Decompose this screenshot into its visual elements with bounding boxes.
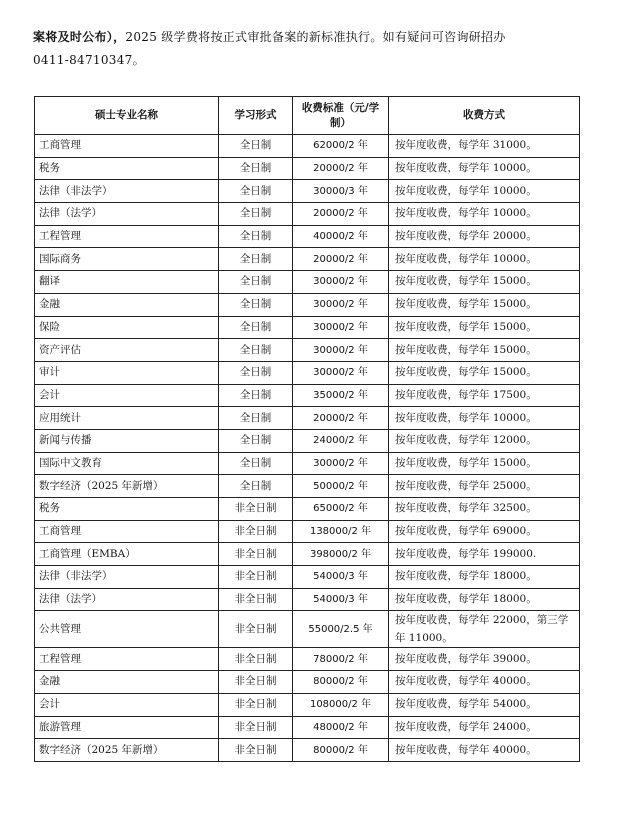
fee-standard-cell: 35000/2 年: [293, 384, 389, 407]
table-row: [35, 739, 580, 762]
payment-method-cell: 按年度收费，每学年 199000.: [389, 543, 580, 566]
program-name-cell: 工商管理（EMBA）: [35, 543, 219, 566]
study-mode-cell: 全日制: [219, 293, 293, 316]
payment-method-cell: 按年度收费，每学年 24000。: [389, 716, 580, 739]
payment-method-cell: 按年度收费，每学年 15000。: [389, 271, 580, 294]
program-name-cell: 工程管理: [35, 648, 219, 671]
payment-method-cell: 按年度收费，每学年 69000。: [389, 520, 580, 543]
payment-method-cell: 按年度收费，每学年 54000。: [389, 693, 580, 716]
table-row: [35, 566, 580, 589]
fee-standard-cell: 24000/2 年: [293, 429, 389, 452]
payment-method-cell: 按年度收费，每学年 15000。: [389, 293, 580, 316]
fee-standard-cell: 80000/2 年: [293, 739, 389, 762]
table-header-row: [35, 97, 580, 135]
study-mode-cell: 非全日制: [219, 648, 293, 671]
program-name-cell: 金融: [35, 293, 219, 316]
table-row: [35, 475, 580, 498]
program-name-cell: 法律（非法学）: [35, 566, 219, 589]
payment-method-cell: 按年度收费，每学年 12000。: [389, 429, 580, 452]
intro-line-1: [33, 26, 613, 49]
fee-standard-cell: 48000/2 年: [293, 716, 389, 739]
payment-method-cell: 按年度收费，每学年 25000。: [389, 475, 580, 498]
fee-standard-cell: 54000/3 年: [293, 588, 389, 611]
fee-standard-cell: 30000/2 年: [293, 361, 389, 384]
table-row: [35, 384, 580, 407]
fee-standard-cell: 50000/2 年: [293, 475, 389, 498]
program-name-cell: 税务: [35, 498, 219, 521]
study-mode-cell: 全日制: [219, 475, 293, 498]
study-mode-cell: 非全日制: [219, 716, 293, 739]
program-name-cell: 审计: [35, 361, 219, 384]
payment-method-cell: 按年度收费，每学年 31000。: [389, 135, 580, 158]
study-mode-cell: 全日制: [219, 339, 293, 362]
fee-standard-cell: 20000/2 年: [293, 248, 389, 271]
program-name-cell: 保险: [35, 316, 219, 339]
header-program-name: 硕士专业名称: [35, 97, 219, 135]
study-mode-cell: 非全日制: [219, 671, 293, 694]
intro-bold-fragment: 案将及时公布），: [33, 30, 126, 44]
study-mode-cell: 全日制: [219, 248, 293, 271]
header-fee-standard: 收费标准（元/学制）: [293, 97, 389, 135]
study-mode-cell: 非全日制: [219, 498, 293, 521]
fee-standard-cell: 398000/2 年: [293, 543, 389, 566]
payment-method-cell: 按年度收费，每学年 39000。: [389, 648, 580, 671]
program-name-cell: 法律（非法学）: [35, 180, 219, 203]
program-name-cell: 工程管理: [35, 225, 219, 248]
table-row: [35, 361, 580, 384]
program-name-cell: 金融: [35, 671, 219, 694]
header-study-mode: 学习形式: [219, 97, 293, 135]
payment-method-cell: 按年度收费，每学年 32500。: [389, 498, 580, 521]
program-name-cell: 旅游管理: [35, 716, 219, 739]
study-mode-cell: 全日制: [219, 429, 293, 452]
study-mode-cell: 全日制: [219, 157, 293, 180]
intro-line-1-text: 2025 级学费将按正式审批备案的新标准执行。如有疑问可咨询研招办: [125, 30, 506, 44]
payment-method-cell: 按年度收费，每学年 10000。: [389, 157, 580, 180]
payment-method-cell: 按年度收费，每学年 18000。: [389, 566, 580, 589]
tuition-fee-table: [34, 96, 580, 762]
study-mode-cell: 非全日制: [219, 588, 293, 611]
study-mode-cell: 非全日制: [219, 543, 293, 566]
table-row: [35, 693, 580, 716]
fee-standard-cell: 30000/2 年: [293, 316, 389, 339]
study-mode-cell: 全日制: [219, 135, 293, 158]
table-row: [35, 180, 580, 203]
study-mode-cell: 全日制: [219, 407, 293, 430]
table-row: [35, 498, 580, 521]
program-name-cell: 国际中文教育: [35, 452, 219, 475]
fee-standard-cell: 54000/3 年: [293, 566, 389, 589]
table-row: [35, 648, 580, 671]
header-payment-method: 收费方式: [389, 97, 580, 135]
program-name-cell: 公共管理: [35, 611, 219, 648]
table-row: [35, 293, 580, 316]
study-mode-cell: 非全日制: [219, 693, 293, 716]
table-row: [35, 611, 580, 648]
study-mode-cell: 全日制: [219, 384, 293, 407]
table-body: [35, 135, 580, 762]
payment-method-cell: 按年度收费，每学年 40000。: [389, 671, 580, 694]
table-row: [35, 716, 580, 739]
table-row: [35, 316, 580, 339]
program-name-cell: 税务: [35, 157, 219, 180]
study-mode-cell: 全日制: [219, 271, 293, 294]
program-name-cell: 法律（法学）: [35, 203, 219, 226]
study-mode-cell: 非全日制: [219, 520, 293, 543]
fee-standard-cell: 80000/2 年: [293, 671, 389, 694]
table-row: [35, 271, 580, 294]
program-name-cell: 新闻与传播: [35, 429, 219, 452]
study-mode-cell: 非全日制: [219, 611, 293, 648]
payment-method-cell: 按年度收费，每学年 40000。: [389, 739, 580, 762]
table-row: [35, 248, 580, 271]
program-name-cell: 会计: [35, 693, 219, 716]
table-row: [35, 671, 580, 694]
program-name-cell: 法律（法学）: [35, 588, 219, 611]
table-row: [35, 225, 580, 248]
payment-method-cell: 按年度收费，每学年 22000，第三学年 11000。: [389, 611, 580, 648]
table-row: [35, 157, 580, 180]
payment-method-cell: 按年度收费，每学年 15000。: [389, 316, 580, 339]
table-row: [35, 452, 580, 475]
program-name-cell: 资产评估: [35, 339, 219, 362]
fee-standard-cell: 55000/2.5 年: [293, 611, 389, 648]
study-mode-cell: 全日制: [219, 225, 293, 248]
program-name-cell: 应用统计: [35, 407, 219, 430]
payment-method-cell: 按年度收费，每学年 15000。: [389, 339, 580, 362]
program-name-cell: 翻译: [35, 271, 219, 294]
program-name-cell: 数字经济（2025 年新增）: [35, 739, 219, 762]
table-row: [35, 339, 580, 362]
payment-method-cell: 按年度收费，每学年 20000。: [389, 225, 580, 248]
payment-method-cell: 按年度收费，每学年 10000。: [389, 180, 580, 203]
program-name-cell: 国际商务: [35, 248, 219, 271]
program-name-cell: 工商管理: [35, 135, 219, 158]
fee-standard-cell: 65000/2 年: [293, 498, 389, 521]
table-row: [35, 203, 580, 226]
payment-method-cell: 按年度收费，每学年 10000。: [389, 203, 580, 226]
program-name-cell: 会计: [35, 384, 219, 407]
table-row: [35, 429, 580, 452]
fee-standard-cell: 20000/2 年: [293, 407, 389, 430]
payment-method-cell: 按年度收费，每学年 10000。: [389, 407, 580, 430]
study-mode-cell: 全日制: [219, 361, 293, 384]
fee-standard-cell: 30000/2 年: [293, 271, 389, 294]
study-mode-cell: 非全日制: [219, 739, 293, 762]
table-row: [35, 407, 580, 430]
table-row: [35, 588, 580, 611]
fee-standard-cell: 40000/2 年: [293, 225, 389, 248]
study-mode-cell: 非全日制: [219, 566, 293, 589]
study-mode-cell: 全日制: [219, 180, 293, 203]
fee-standard-cell: 30000/2 年: [293, 452, 389, 475]
fee-standard-cell: 62000/2 年: [293, 135, 389, 158]
fee-standard-cell: 108000/2 年: [293, 693, 389, 716]
study-mode-cell: 全日制: [219, 203, 293, 226]
fee-standard-cell: 30000/2 年: [293, 339, 389, 362]
payment-method-cell: 按年度收费，每学年 17500。: [389, 384, 580, 407]
table-row: [35, 135, 580, 158]
fee-standard-cell: 20000/2 年: [293, 157, 389, 180]
payment-method-cell: 按年度收费，每学年 15000。: [389, 452, 580, 475]
payment-method-cell: 按年度收费，每学年 10000。: [389, 248, 580, 271]
program-name-cell: 数字经济（2025 年新增）: [35, 475, 219, 498]
fee-standard-cell: 78000/2 年: [293, 648, 389, 671]
intro-line-2: 0411-84710347。: [33, 53, 145, 67]
payment-method-cell: 按年度收费，每学年 15000。: [389, 361, 580, 384]
study-mode-cell: 全日制: [219, 316, 293, 339]
table-row: [35, 543, 580, 566]
fee-standard-cell: 30000/3 年: [293, 180, 389, 203]
intro-paragraph: [33, 26, 613, 72]
fee-standard-cell: 138000/2 年: [293, 520, 389, 543]
table-row: [35, 520, 580, 543]
fee-standard-cell: 30000/2 年: [293, 293, 389, 316]
study-mode-cell: 全日制: [219, 452, 293, 475]
fee-standard-cell: 20000/2 年: [293, 203, 389, 226]
program-name-cell: 工商管理: [35, 520, 219, 543]
payment-method-cell: 按年度收费，每学年 18000。: [389, 588, 580, 611]
